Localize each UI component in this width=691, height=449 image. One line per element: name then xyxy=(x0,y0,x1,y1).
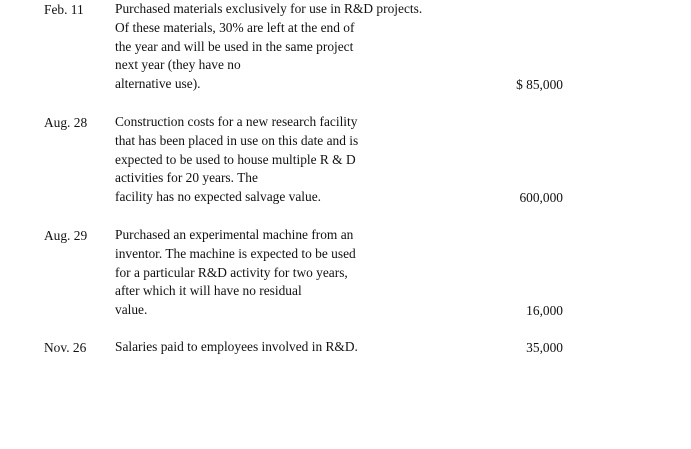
description-line: Purchased an experimental machine from an xyxy=(115,227,354,242)
description-line: Purchased materials exclusively for use in R&D projects. xyxy=(115,1,423,16)
description-line: next year (they have no xyxy=(115,57,241,73)
transaction-date: Aug. 29 xyxy=(44,228,88,243)
description-line: Construction costs for a new research facility xyxy=(115,114,358,129)
transaction-date: Feb. 11 xyxy=(44,2,84,17)
description-line: facility has no expected salvage value. xyxy=(115,189,321,205)
description-line: after which it will have no residual xyxy=(115,283,302,299)
transaction-amount: $ 85,000 xyxy=(516,77,563,92)
description-line: Salaries paid to employees involved in R&D. xyxy=(115,339,358,354)
description-line: inventor. The machine is expected to be used xyxy=(115,245,356,261)
transaction-date: Aug. 28 xyxy=(44,115,88,130)
transaction-amount: 600,000 xyxy=(519,190,563,205)
description-line: expected to be used to house multiple R & D xyxy=(115,151,356,167)
transaction-amount: 16,000 xyxy=(526,303,563,318)
transaction-description xyxy=(115,226,356,320)
transaction-date: Nov. 26 xyxy=(44,340,87,355)
description-line: activities for 20 years. The xyxy=(115,170,258,186)
description-line: alternative use). xyxy=(115,76,201,92)
transaction-amount: 35,000 xyxy=(526,340,563,355)
transaction-description xyxy=(115,338,358,357)
description-line: that has been placed in use on this date and is xyxy=(115,132,359,148)
description-line: for a particular R&D activity for two years, xyxy=(115,264,348,280)
transaction-description xyxy=(115,0,422,94)
transaction-description xyxy=(115,113,358,207)
description-line: value. xyxy=(115,302,148,318)
description-line: Of these materials, 30% are left at the end of xyxy=(115,19,355,35)
description-line: the year and will be used in the same project xyxy=(115,38,354,54)
